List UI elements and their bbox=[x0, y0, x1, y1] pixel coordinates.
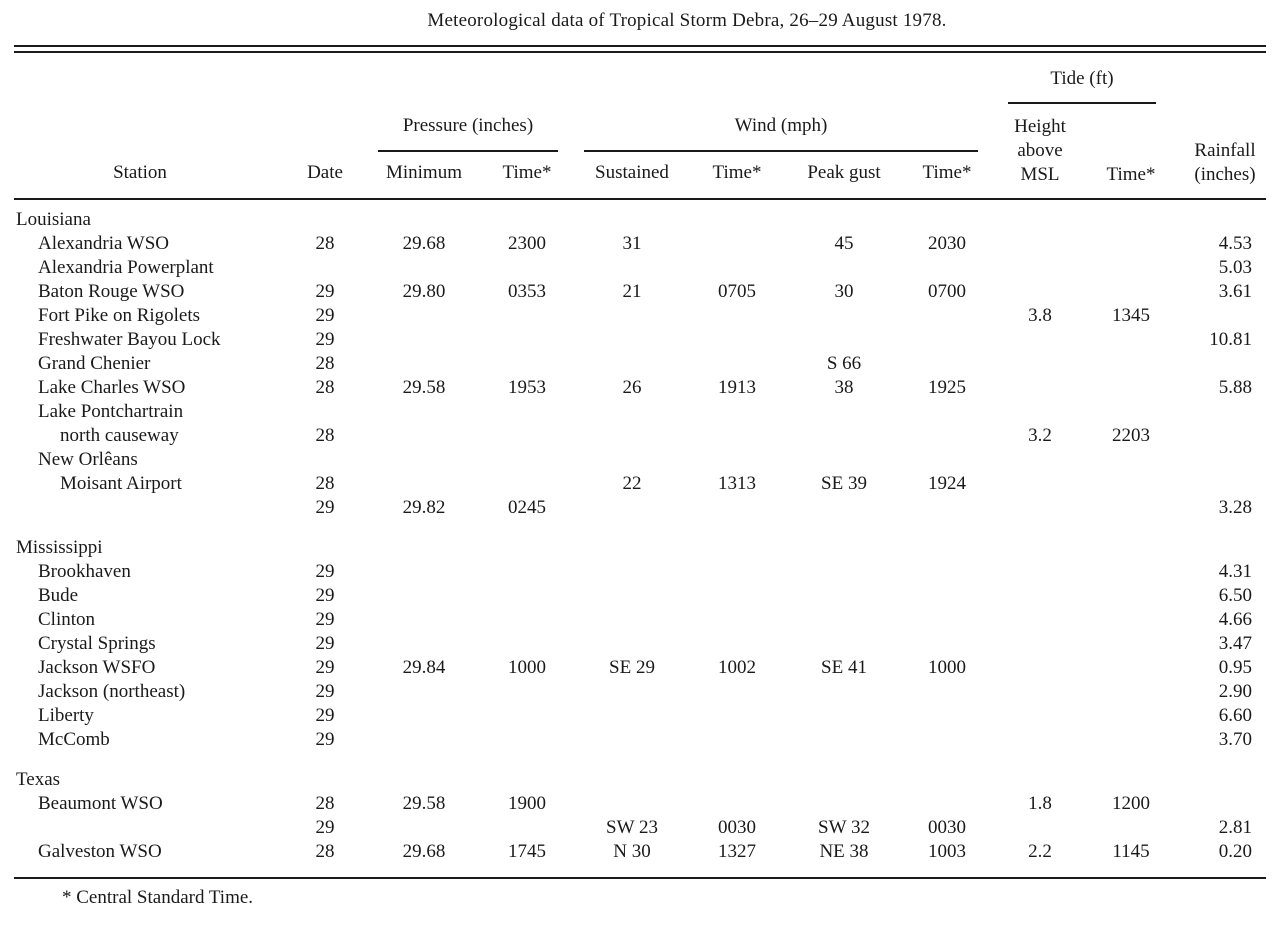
cell-date: 28 bbox=[315, 425, 335, 446]
station-name: McComb bbox=[38, 729, 110, 750]
cell-wtime: 1313 bbox=[718, 473, 756, 494]
station-name: Lake Charles WSO bbox=[38, 377, 186, 398]
cell-date: 29 bbox=[315, 561, 335, 582]
cell-gust: 30 bbox=[834, 281, 854, 302]
station-name: Crystal Springs bbox=[38, 633, 156, 654]
table-title: Meteorological data of Tropical Storm Debra, 26–29 August 1978. bbox=[427, 10, 947, 31]
section-heading: Texas bbox=[16, 769, 61, 790]
station-name: Alexandria Powerplant bbox=[38, 257, 214, 278]
station-name: Baton Rouge WSO bbox=[38, 281, 185, 302]
cell-tide: 3.2 bbox=[1028, 425, 1052, 446]
cell-ttime: 2203 bbox=[1112, 425, 1150, 446]
header-rainfall-1: Rainfall bbox=[1194, 140, 1256, 161]
station-name: Clinton bbox=[38, 609, 96, 630]
cell-gust: SE 41 bbox=[821, 657, 867, 678]
cell-ptime: 1953 bbox=[508, 377, 546, 398]
cell-tide: 3.8 bbox=[1028, 305, 1052, 326]
header-station: Station bbox=[113, 162, 167, 183]
station-name: Lake Pontchartrain bbox=[38, 401, 184, 422]
cell-sus: 26 bbox=[622, 377, 642, 398]
station-name: Beaumont WSO bbox=[38, 793, 163, 814]
cell-rain: 4.53 bbox=[1218, 233, 1252, 254]
station-name: Grand Chenier bbox=[38, 353, 151, 374]
cell-gtime: 0030 bbox=[928, 817, 966, 838]
header-peak-gust: Peak gust bbox=[807, 162, 881, 183]
cell-sus: 21 bbox=[622, 281, 642, 302]
cell-gtime: 1003 bbox=[928, 841, 966, 862]
cell-sus: 31 bbox=[622, 233, 642, 254]
cell-rain: 5.03 bbox=[1218, 257, 1252, 278]
header-wind-group: Wind (mph) bbox=[734, 115, 828, 136]
station-name: Alexandria WSO bbox=[38, 233, 170, 254]
cell-date: 28 bbox=[315, 473, 335, 494]
cell-date: 29 bbox=[315, 609, 335, 630]
cell-pmin: 29.58 bbox=[402, 377, 446, 398]
station-name: Liberty bbox=[38, 705, 94, 726]
cell-date: 29 bbox=[315, 281, 335, 302]
cell-gust: SE 39 bbox=[821, 473, 867, 494]
cell-wtime: 0030 bbox=[718, 817, 756, 838]
footnote: * Central Standard Time. bbox=[62, 887, 254, 908]
cell-wtime: 1327 bbox=[718, 841, 756, 862]
cell-date: 29 bbox=[315, 633, 335, 654]
cell-ptime: 0245 bbox=[508, 497, 546, 518]
cell-date: 29 bbox=[315, 681, 335, 702]
header-pressure-minimum: Minimum bbox=[385, 162, 462, 183]
station-name: Moisant Airport bbox=[60, 473, 182, 494]
cell-date: 28 bbox=[315, 841, 335, 862]
cell-ptime: 1900 bbox=[508, 793, 546, 814]
header-tide-height-2: above bbox=[1017, 140, 1063, 161]
cell-date: 29 bbox=[315, 585, 335, 606]
cell-ptime: 1000 bbox=[508, 657, 546, 678]
section-heading: Mississippi bbox=[16, 537, 103, 558]
cell-date: 29 bbox=[315, 305, 335, 326]
cell-rain: 5.88 bbox=[1218, 377, 1252, 398]
cell-sus: 22 bbox=[622, 473, 642, 494]
cell-wtime: 1913 bbox=[718, 377, 756, 398]
station-name: New Orlêans bbox=[38, 449, 138, 470]
cell-wtime: 0705 bbox=[718, 281, 756, 302]
cell-gtime: 0700 bbox=[928, 281, 966, 302]
cell-pmin: 29.84 bbox=[402, 657, 446, 678]
header-gust-time: Time* bbox=[922, 162, 972, 183]
cell-rain: 2.90 bbox=[1218, 681, 1252, 702]
cell-sus: N 30 bbox=[613, 841, 651, 862]
cell-rain: 3.61 bbox=[1218, 281, 1252, 302]
cell-rain: 4.31 bbox=[1218, 561, 1252, 582]
station-name: Freshwater Bayou Lock bbox=[38, 329, 221, 350]
cell-rain: 6.60 bbox=[1218, 705, 1252, 726]
station-name: Bude bbox=[38, 585, 79, 606]
cell-ptime: 0353 bbox=[508, 281, 546, 302]
header-rainfall-2: (inches) bbox=[1194, 164, 1256, 185]
cell-gtime: 1925 bbox=[928, 377, 966, 398]
header-pressure-group: Pressure (inches) bbox=[402, 115, 534, 136]
cell-gtime: 2030 bbox=[928, 233, 966, 254]
cell-ttime: 1200 bbox=[1112, 793, 1150, 814]
station-name: Galveston WSO bbox=[38, 841, 162, 862]
cell-ptime: 1745 bbox=[508, 841, 546, 862]
cell-pmin: 29.58 bbox=[402, 793, 446, 814]
cell-pmin: 29.68 bbox=[402, 233, 446, 254]
cell-ttime: 1145 bbox=[1112, 841, 1150, 862]
header-date: Date bbox=[307, 162, 343, 183]
cell-rain: 2.81 bbox=[1218, 817, 1252, 838]
station-name: Jackson WSFO bbox=[38, 657, 156, 678]
cell-pmin: 29.82 bbox=[402, 497, 446, 518]
cell-gust: 45 bbox=[834, 233, 854, 254]
cell-gtime: 1000 bbox=[928, 657, 966, 678]
header-wind-sustained: Sustained bbox=[595, 162, 669, 183]
cell-pmin: 29.68 bbox=[402, 841, 446, 862]
station-name: Brookhaven bbox=[38, 561, 131, 582]
cell-date: 28 bbox=[315, 377, 335, 398]
cell-gust: SW 32 bbox=[818, 817, 870, 838]
station-name: north causeway bbox=[60, 425, 179, 446]
header-tide-height-3: MSL bbox=[1020, 164, 1060, 185]
cell-gust: S 66 bbox=[826, 353, 862, 374]
cell-sus: SE 29 bbox=[609, 657, 655, 678]
cell-date: 28 bbox=[315, 353, 335, 374]
cell-date: 29 bbox=[315, 729, 335, 750]
cell-rain: 3.47 bbox=[1218, 633, 1252, 654]
table-bottom-rule bbox=[14, 877, 1266, 879]
cell-date: 29 bbox=[315, 705, 335, 726]
header-tide-time: Time* bbox=[1106, 164, 1156, 185]
cell-date: 29 bbox=[315, 817, 335, 838]
cell-date: 29 bbox=[315, 657, 335, 678]
cell-date: 29 bbox=[315, 497, 335, 518]
section-heading: Louisiana bbox=[16, 209, 91, 230]
cell-rain: 0.20 bbox=[1218, 841, 1252, 862]
cell-rain: 4.66 bbox=[1218, 609, 1252, 630]
cell-ptime: 2300 bbox=[508, 233, 546, 254]
cell-gust: 38 bbox=[834, 377, 854, 398]
cell-sus: SW 23 bbox=[606, 817, 658, 838]
cell-date: 28 bbox=[315, 793, 335, 814]
cell-tide: 1.8 bbox=[1028, 793, 1052, 814]
station-name: Jackson (northeast) bbox=[38, 681, 186, 702]
cell-date: 29 bbox=[315, 329, 335, 350]
cell-rain: 3.28 bbox=[1218, 497, 1252, 518]
cell-rain: 10.81 bbox=[1209, 329, 1252, 350]
header-tide-group: Tide (ft) bbox=[1050, 68, 1114, 89]
cell-wtime: 1002 bbox=[718, 657, 756, 678]
header-wind-time: Time* bbox=[712, 162, 762, 183]
cell-rain: 0.95 bbox=[1218, 657, 1252, 678]
header-pressure-time: Time* bbox=[502, 162, 552, 183]
cell-pmin: 29.80 bbox=[402, 281, 446, 302]
cell-tide: 2.2 bbox=[1028, 841, 1052, 862]
cell-rain: 3.70 bbox=[1218, 729, 1252, 750]
cell-ttime: 1345 bbox=[1112, 305, 1150, 326]
cell-date: 28 bbox=[315, 233, 335, 254]
cell-rain: 6.50 bbox=[1218, 585, 1252, 606]
cell-gust: NE 38 bbox=[819, 841, 869, 862]
header-tide-height-1: Height bbox=[1014, 116, 1066, 137]
cell-gtime: 1924 bbox=[928, 473, 966, 494]
station-name: Fort Pike on Rigolets bbox=[38, 305, 201, 326]
